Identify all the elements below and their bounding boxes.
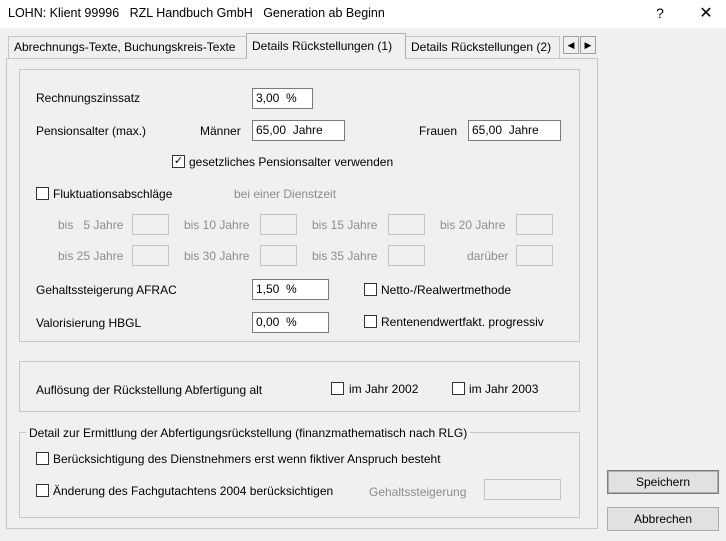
abfertigung-detail-group	[19, 432, 580, 518]
frauen-label: Frauen	[419, 124, 458, 138]
close-button[interactable]: ✕	[699, 5, 713, 22]
dienstzeit-label: bei einer Dienstzeit	[234, 187, 337, 201]
cancel-button[interactable]: Abbrechen	[607, 507, 719, 531]
tab-details-rueckstellungen-2[interactable]: Details Rückstellungen (2)	[405, 36, 560, 58]
maenner-label: Männer	[200, 124, 241, 138]
rueckstellung-params-group	[19, 69, 580, 342]
help-button[interactable]: ?	[656, 5, 664, 21]
gehaltssteigerung-afrac-label: Gehaltssteigerung AFRAC	[36, 283, 177, 297]
fluktuation-input[interactable]	[132, 214, 169, 235]
fluktuation-input[interactable]	[260, 245, 297, 266]
gehaltssteigerung-label: Gehaltssteigerung	[369, 485, 467, 499]
jahr-2003-label: im Jahr 2003	[469, 382, 539, 396]
fluktuation-label: bis 15 Jahre	[312, 218, 378, 232]
fluktuation-input[interactable]	[516, 245, 553, 266]
fluktuation-label: bis 35 Jahre	[312, 249, 378, 263]
fluktuationsabschlaege-checkbox[interactable]	[36, 187, 49, 200]
rentenendwertfaktor-checkbox[interactable]	[364, 315, 377, 328]
gehaltssteigerung-afrac-input[interactable]: 1,50 %	[252, 279, 329, 300]
fluktuation-label: darüber	[467, 249, 509, 263]
rechnungszinssatz-input[interactable]: 3,00 %	[252, 88, 313, 109]
title-bar	[0, 0, 726, 28]
beruecksichtigung-checkbox[interactable]	[36, 452, 49, 465]
fluktuation-label: bis 25 Jahre	[58, 249, 124, 263]
save-button[interactable]: Speichern	[607, 470, 719, 494]
fluktuation-label: bis 5 Jahre	[58, 218, 124, 232]
aufloesung-label: Auflösung der Rückstellung Abfertigung alt	[36, 383, 263, 397]
fluktuation-label: bis 30 Jahre	[184, 249, 250, 263]
valorisierung-hbgl-label: Valorisierung HBGL	[36, 316, 142, 330]
fluktuation-input[interactable]	[260, 214, 297, 235]
beruecksichtigung-label: Berücksichtigung des Dienstnehmers erst wenn fiktiver Anspruch besteht	[53, 452, 441, 466]
tab-details-rueckstellungen-1[interactable]: Details Rückstellungen (1)	[246, 33, 406, 59]
valorisierung-hbgl-input[interactable]: 0,00 %	[252, 312, 329, 333]
jahr-2002-checkbox[interactable]	[331, 382, 344, 395]
gesetzliches-pensionsalter-label: gesetzliches Pensionsalter verwenden	[189, 155, 394, 169]
fachgutachten-checkbox[interactable]	[36, 484, 49, 497]
fluktuationsabschlaege-label: Fluktuationsabschläge	[53, 187, 173, 201]
fluktuation-input[interactable]	[388, 245, 425, 266]
fluktuation-input[interactable]	[516, 214, 553, 235]
tab-abrechnungs-texte[interactable]: Abrechnungs-Texte, Buchungskreis-Texte	[8, 36, 248, 58]
fachgutachten-label: Änderung des Fachgutachtens 2004 berücksichtigen	[53, 484, 334, 498]
jahr-2002-label: im Jahr 2002	[349, 382, 419, 396]
netto-realwertmethode-checkbox[interactable]	[364, 283, 377, 296]
window-title: LOHN: Klient 99996 RZL Handbuch GmbH Generation ab Beginn	[8, 6, 385, 20]
tab-scroll-left-button[interactable]: ◀	[563, 36, 579, 54]
fluktuation-input[interactable]	[132, 245, 169, 266]
frauen-pensionsalter-input[interactable]: 65,00 Jahre	[468, 120, 561, 141]
abfertigung-detail-legend: Detail zur Ermittlung der Abfertigungsrückstellung (finanzmathematisch nach RLG)	[26, 426, 470, 440]
rechnungszinssatz-label: Rechnungszinssatz	[36, 91, 141, 105]
rentenendwertfaktor-label: Rentenendwertfakt. progressiv	[381, 315, 544, 329]
pensionsalter-label: Pensionsalter (max.)	[36, 124, 147, 138]
gesetzliches-pensionsalter-checkbox[interactable]: ✓	[173, 155, 184, 167]
jahr-2003-checkbox[interactable]	[452, 382, 465, 395]
fluktuation-input[interactable]	[388, 214, 425, 235]
maenner-pensionsalter-input[interactable]: 65,00 Jahre	[252, 120, 345, 141]
netto-realwertmethode-label: Netto-/Realwertmethode	[381, 283, 512, 297]
tab-scroll-right-button[interactable]: ▶	[580, 36, 596, 54]
gehaltssteigerung-input[interactable]	[484, 479, 561, 500]
fluktuation-label: bis 20 Jahre	[440, 218, 506, 232]
fluktuation-label: bis 10 Jahre	[184, 218, 250, 232]
